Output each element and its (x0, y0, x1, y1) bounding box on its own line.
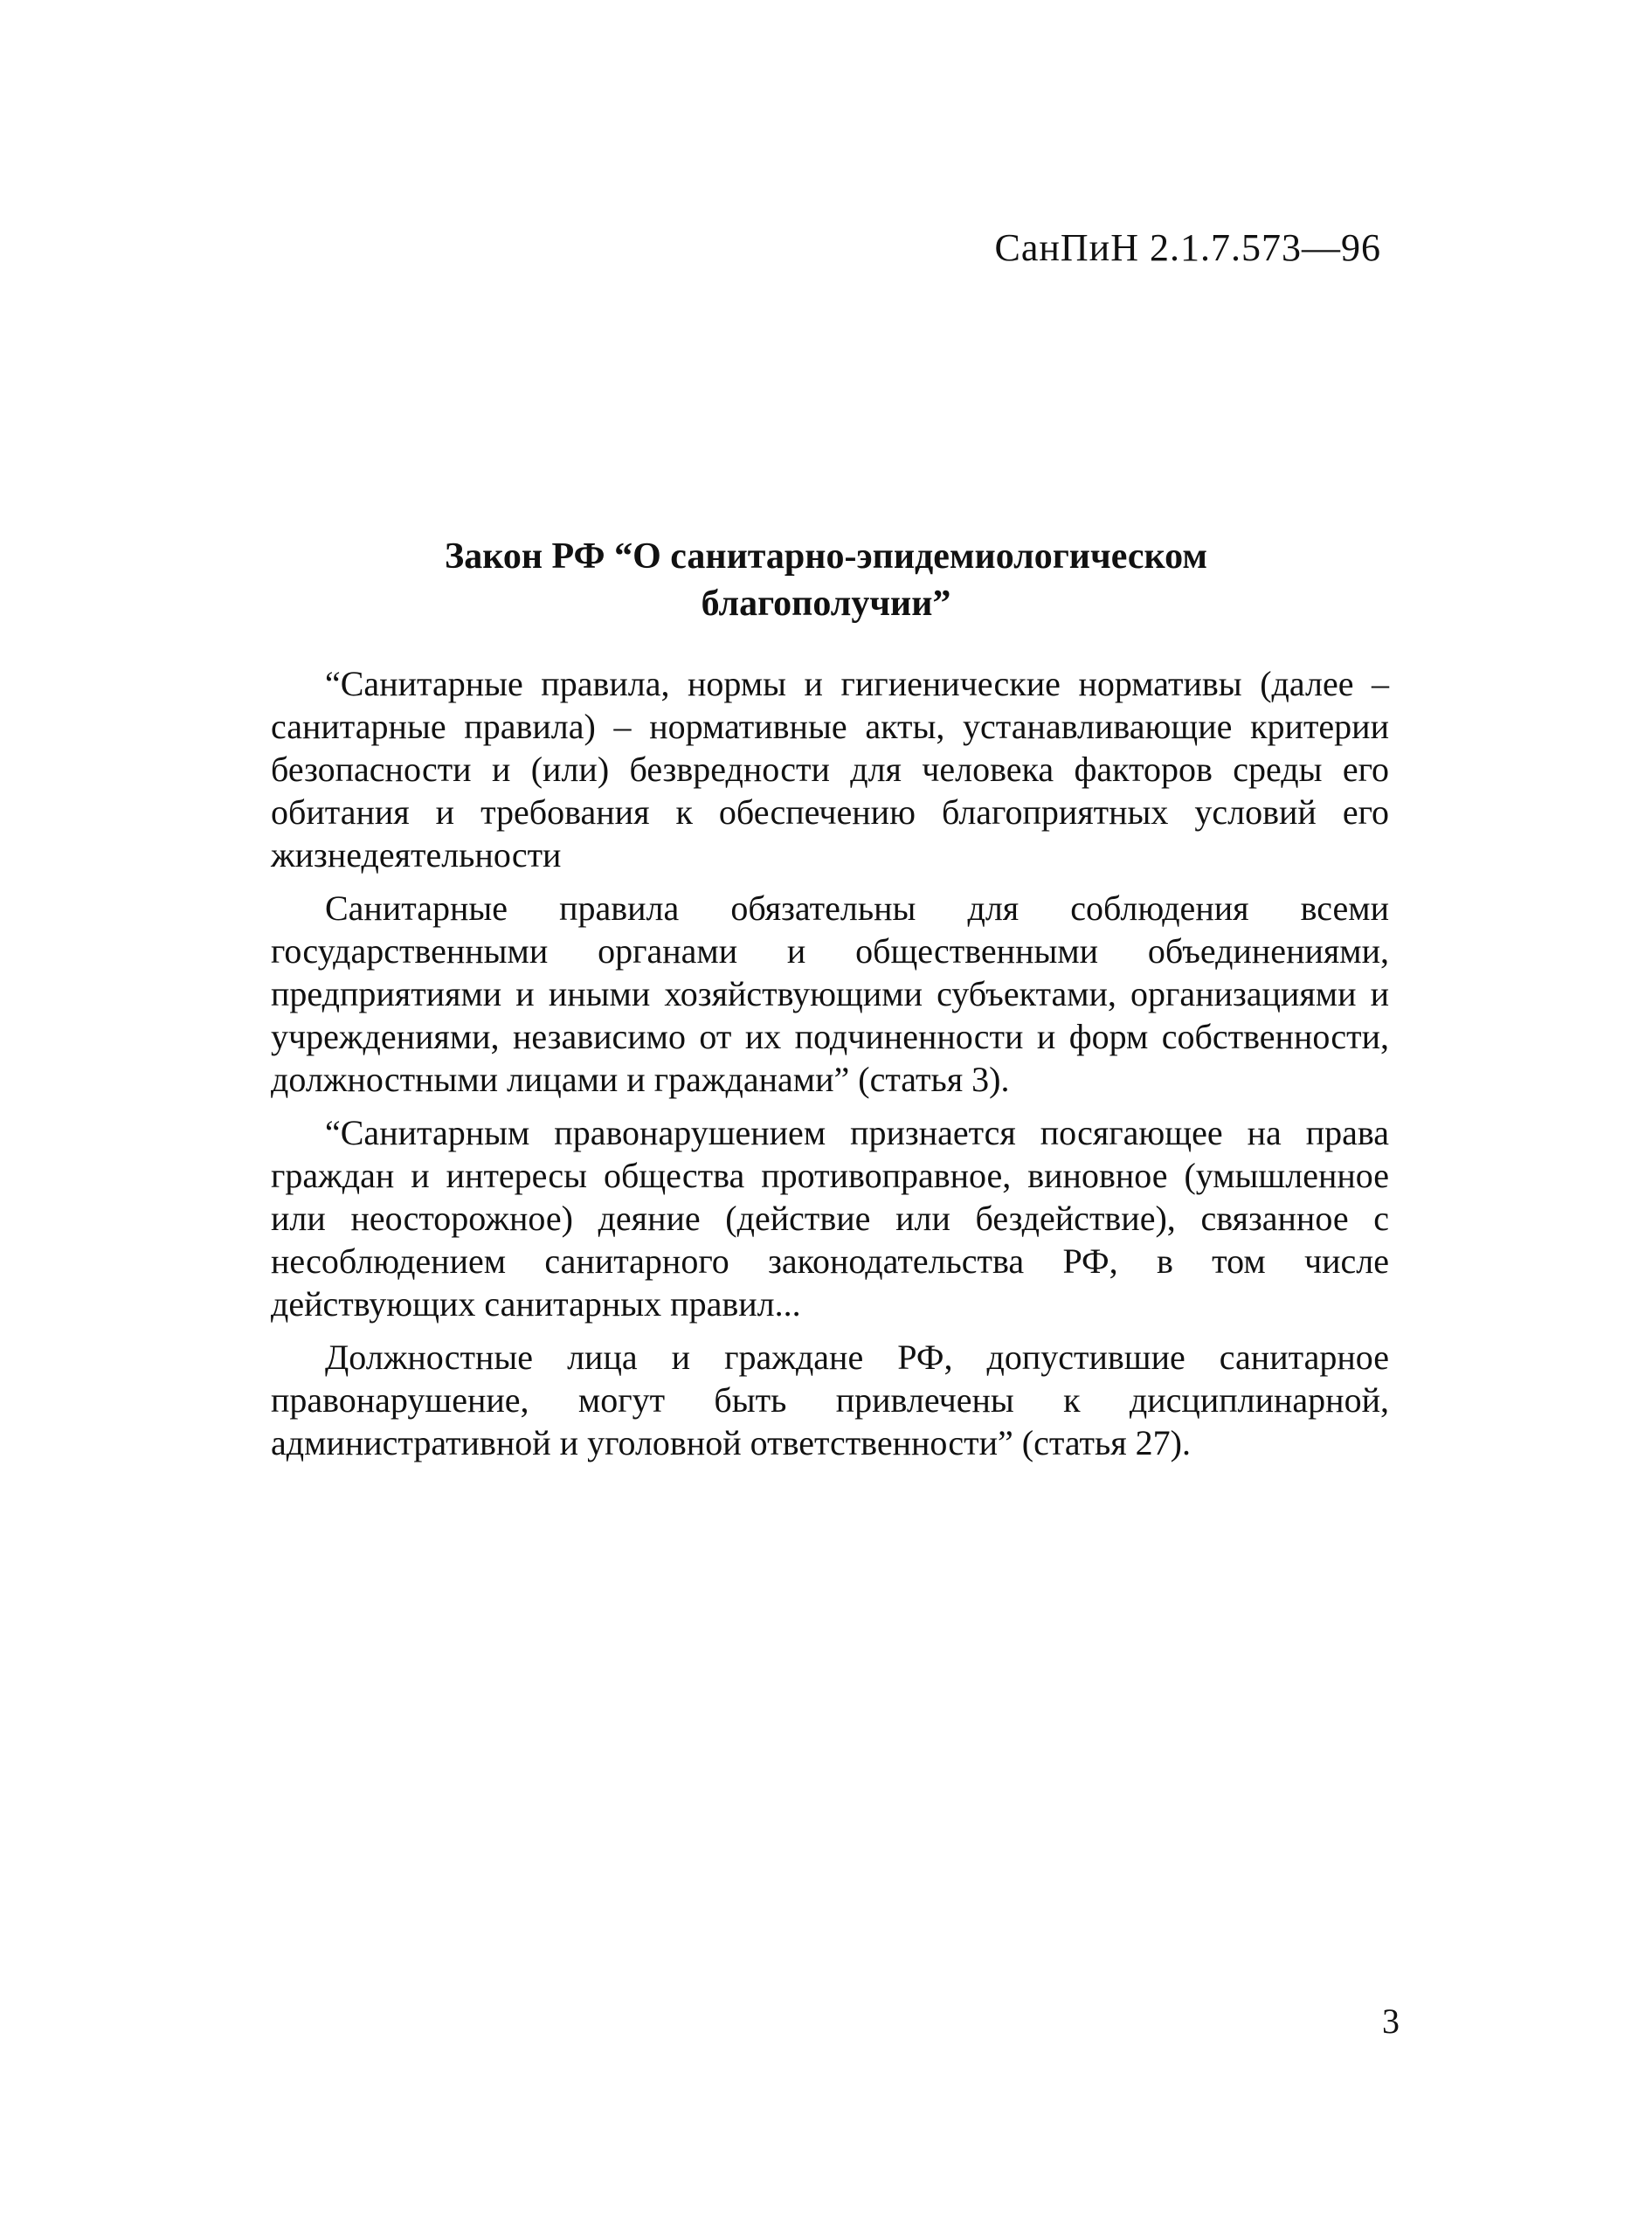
paragraph: “Санитарным правонарушением признается посягающее на права граждан и интересы общества противоправное, виновное (умышленное или неосторожное) деяние (действие или бездействие), связанное с несоблюдением санитарного законодательства РФ, в том числе действующих санитарных правил... (271, 1113, 1389, 1324)
paragraph: Должностные лица и граждане РФ, допустившие санитарное правонарушение, могут быть привлечены к дисциплинарной, административной и уголовной ответственности” (статья 27). (271, 1338, 1389, 1462)
section-title-line-2: благополучии” (701, 584, 951, 624)
paragraph: Санитарные правила обязательны для соблюдения всеми государственными органами и общественными объединениями, предприятиями и иными хозяйствующими субъектами, организациями и учреждениями, независимо от их подчиненности и форм собственности, должностными лицами и гражданами” (статья 3). (271, 888, 1389, 1099)
section-title-line-1: Закон РФ “О санитарно-эпидемиологическом (445, 536, 1207, 577)
law-excerpt (271, 662, 1389, 1475)
document-code: СанПиН 2.1.7.573—96 (994, 226, 1381, 269)
page-number: 3 (1382, 2001, 1400, 2041)
section-title (0, 533, 1652, 627)
paragraph: “Санитарные правила, нормы и гигиенические нормативы (далее – санитарные правила) – нормативные акты, устанавливающие критерии безопасности и (или) безвредности для человека факторов среды его обитания и требования к обеспечению благоприятных условий его жизнедеятельности (271, 664, 1389, 874)
